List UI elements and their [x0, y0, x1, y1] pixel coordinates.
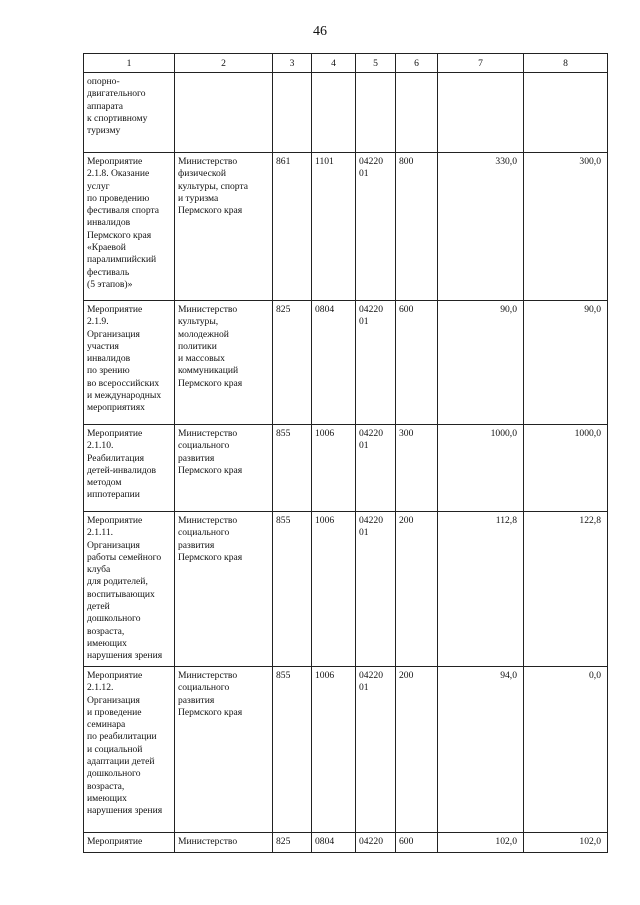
column-header: 3 [273, 54, 312, 73]
table-row [84, 301, 608, 425]
ministry-cell: Министерство социального развития Пермского края [175, 667, 273, 833]
code-cell: 1006 [312, 425, 356, 512]
amount-cell: 90,0 [524, 301, 608, 425]
table-header-row [84, 54, 608, 73]
ministry-cell: Министерство социального развития Пермского края [175, 425, 273, 512]
code-cell: 855 [273, 425, 312, 512]
amount-cell: 102,0 [438, 833, 524, 853]
amount-cell: 0,0 [524, 667, 608, 833]
code-cell: 0804 [312, 301, 356, 425]
amount-cell: 1000,0 [438, 425, 524, 512]
amount-cell [524, 73, 608, 153]
event-cell: Мероприятие 2.1.8. Оказание услуг по проведению фестиваля спорта инвалидов Пермского края «Краевой паралимпийский фестиваль (5 этапов)» [84, 153, 175, 301]
column-header: 1 [84, 54, 175, 73]
ministry-cell [175, 73, 273, 153]
code-cell: 825 [273, 833, 312, 853]
code-cell: 04220 [356, 833, 396, 853]
column-header: 2 [175, 54, 273, 73]
ministry-cell: Министерство физической культуры, спорта и туризма Пермского края [175, 153, 273, 301]
table-row [84, 512, 608, 667]
code-cell: 1101 [312, 153, 356, 301]
code-cell: 200 [396, 667, 438, 833]
code-cell: 600 [396, 301, 438, 425]
code-cell: 800 [396, 153, 438, 301]
code-cell: 855 [273, 667, 312, 833]
event-cell: Мероприятие [84, 833, 175, 853]
amount-cell: 330,0 [438, 153, 524, 301]
amount-cell [438, 73, 524, 153]
code-cell: 200 [396, 512, 438, 667]
table-row [84, 833, 608, 853]
column-header: 6 [396, 54, 438, 73]
amount-cell: 300,0 [524, 153, 608, 301]
code-cell: 04220 01 [356, 667, 396, 833]
table-row [84, 667, 608, 833]
code-cell: 04220 01 [356, 301, 396, 425]
code-cell: 1006 [312, 512, 356, 667]
column-header: 5 [356, 54, 396, 73]
code-cell [356, 73, 396, 153]
amount-cell: 1000,0 [524, 425, 608, 512]
code-cell [396, 73, 438, 153]
code-cell: 04220 01 [356, 512, 396, 667]
column-header: 7 [438, 54, 524, 73]
code-cell: 861 [273, 153, 312, 301]
table-row [84, 73, 608, 153]
code-cell: 300 [396, 425, 438, 512]
ministry-cell: Министерство социального развития Пермского края [175, 512, 273, 667]
code-cell: 04220 01 [356, 425, 396, 512]
ministry-cell: Министерство культуры, молодежной политики и массовых коммуникаций Пермского края [175, 301, 273, 425]
code-cell [312, 73, 356, 153]
column-header: 8 [524, 54, 608, 73]
budget-table [83, 53, 608, 853]
event-cell: Мероприятие 2.1.9. Организация участия инвалидов по зрению во всероссийских и международных мероприятиях [84, 301, 175, 425]
code-cell: 1006 [312, 667, 356, 833]
event-cell: опорно- двигательного аппарата к спортивному туризму [84, 73, 175, 153]
ministry-cell: Министерство [175, 833, 273, 853]
event-cell: Мероприятие 2.1.10. Реабилитация детей-инвалидов методом иппотерапии [84, 425, 175, 512]
column-header: 4 [312, 54, 356, 73]
amount-cell: 90,0 [438, 301, 524, 425]
code-cell: 600 [396, 833, 438, 853]
amount-cell: 122,8 [524, 512, 608, 667]
page-number: 46 [313, 24, 327, 39]
code-cell: 04220 01 [356, 153, 396, 301]
event-cell: Мероприятие 2.1.11. Организация работы семейного клуба для родителей, воспитывающих детей дошкольного возраста, имеющих нарушения зрения [84, 512, 175, 667]
event-cell: Мероприятие 2.1.12. Организация и проведение семинара по реабилитации и социальной адаптации детей дошкольного возраста, имеющих нарушения зрения [84, 667, 175, 833]
code-cell: 0804 [312, 833, 356, 853]
code-cell: 825 [273, 301, 312, 425]
amount-cell: 94,0 [438, 667, 524, 833]
table-row [84, 425, 608, 512]
amount-cell: 112,8 [438, 512, 524, 667]
amount-cell: 102,0 [524, 833, 608, 853]
code-cell [273, 73, 312, 153]
table-row [84, 153, 608, 301]
code-cell: 855 [273, 512, 312, 667]
